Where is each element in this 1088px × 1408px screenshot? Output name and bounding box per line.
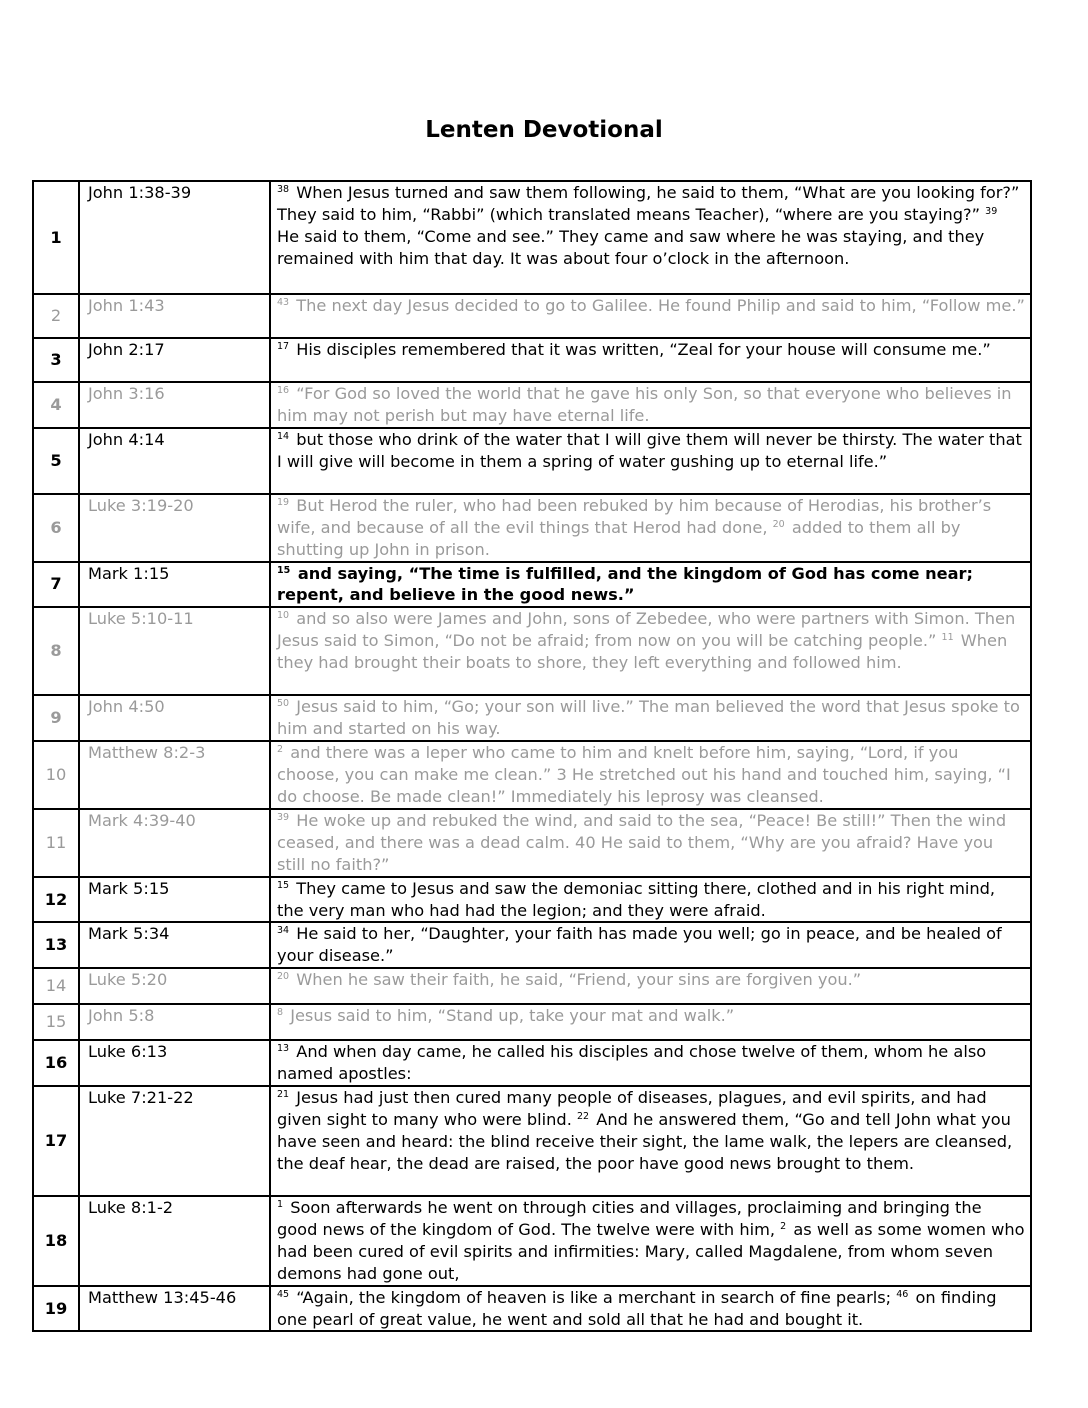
devotional-row xyxy=(33,1040,1031,1086)
devotional-row xyxy=(33,1086,1031,1196)
verse-text: When he saw their faith, he said, “Friend, your sins are forgiven you.” xyxy=(291,970,862,990)
scripture-text xyxy=(270,1286,1031,1332)
day-number: 2 xyxy=(33,294,79,338)
scripture-reference: Mark 5:15 xyxy=(79,877,270,923)
verse-number: 1 xyxy=(277,1199,284,1211)
scripture-reference: Luke 6:13 xyxy=(79,1040,270,1086)
verse-number: 17 xyxy=(277,341,290,352)
scripture-reference: Luke 5:20 xyxy=(79,968,270,1004)
day-number: 1 xyxy=(33,181,79,294)
verse-text: Jesus had just then cured many people of diseases, plagues, and evil spirits, and had given sight to many who were blind. xyxy=(277,1088,987,1129)
scripture-reference: John 4:50 xyxy=(79,695,270,741)
day-number: 6 xyxy=(33,494,79,562)
scripture-text xyxy=(270,877,1031,923)
scripture-reference: Matthew 8:2-3 xyxy=(79,741,270,809)
scripture-text xyxy=(270,181,1031,294)
scripture-text xyxy=(270,562,1031,608)
verse-number: 46 xyxy=(896,1288,909,1300)
verse-number: 16 xyxy=(277,385,290,396)
verse-text: He said to them, “Come and see.” They came and saw where he was staying, and they remained with him that day. It was about four o’clock in the afternoon. xyxy=(277,226,985,268)
devotional-table xyxy=(32,180,1032,1332)
verse-number: 11 xyxy=(941,632,954,644)
verse-number: 15 xyxy=(277,564,291,576)
verse-text: His disciples remembered that it was written, “Zeal for your house will consume me.” xyxy=(291,340,991,359)
day-number: 7 xyxy=(33,562,79,608)
verse-number: 8 xyxy=(277,1007,284,1019)
day-number: 9 xyxy=(33,695,79,741)
scripture-reference: John 3:16 xyxy=(79,382,270,428)
scripture-reference: Luke 7:21-22 xyxy=(79,1086,270,1196)
devotional-row xyxy=(33,338,1031,382)
devotional-row xyxy=(33,562,1031,608)
scripture-text xyxy=(270,695,1031,741)
scripture-text xyxy=(270,494,1031,562)
verse-number: 19 xyxy=(277,496,290,508)
verse-number: 45 xyxy=(277,1288,290,1300)
scripture-reference: John 4:14 xyxy=(79,428,270,494)
verse-text: He said to her, “Daughter, your faith has made you well; go in peace, and be healed of your disease.” xyxy=(277,924,1002,966)
verse-text: Jesus said to him, “Go; your son will live.” The man believed the word that Jesus spoke to him and started on his way. xyxy=(277,697,1020,739)
verse-text: and there was a leper who came to him and knelt before him, saying, “Lord, if you choose, you can make me clean.” 3 He stretched out his hand and touched him, saying, “I do choose. Be made clean!” Immediately his leprosy was cleansed. xyxy=(277,743,1011,806)
scripture-reference: John 1:43 xyxy=(79,294,270,338)
devotional-row xyxy=(33,809,1031,877)
verse-number: 15 xyxy=(277,879,290,891)
scripture-reference: Luke 3:19-20 xyxy=(79,494,270,562)
verse-text: But Herod the ruler, who had been rebuked by him because of Herodias, his brother’s wife, and because of all the evil things that Herod had done, xyxy=(277,495,992,537)
scripture-reference: Luke 8:1-2 xyxy=(79,1196,270,1286)
day-number: 19 xyxy=(33,1286,79,1332)
day-number: 5 xyxy=(33,428,79,494)
devotional-row xyxy=(33,922,1031,968)
devotional-row xyxy=(33,382,1031,428)
scripture-reference: Mark 4:39-40 xyxy=(79,809,270,877)
scripture-text xyxy=(270,1086,1031,1196)
verse-text: The next day Jesus decided to go to Galilee. He found Philip and said to him, “Follow me.” xyxy=(291,296,1025,315)
verse-text: He woke up and rebuked the wind, and said to the sea, “Peace! Be still!” Then the wind ceased, and there was a dead calm. 40 He said to them, “Why are you afraid? Have you still no faith?” xyxy=(277,810,1007,874)
day-number: 10 xyxy=(33,741,79,809)
scripture-reference: Matthew 13:45-46 xyxy=(79,1286,270,1332)
day-number: 3 xyxy=(33,338,79,382)
verse-number: 14 xyxy=(277,430,290,442)
day-number: 17 xyxy=(33,1086,79,1196)
devotional-row xyxy=(33,494,1031,562)
verse-text: and so also were James and John, sons of Zebedee, who were partners with Simon. Then Jesus said to Simon, “Do not be afraid; from now on you will be catching people.” xyxy=(277,609,1016,651)
day-number: 8 xyxy=(33,607,79,695)
verse-number: 20 xyxy=(772,518,785,530)
devotional-row xyxy=(33,1196,1031,1286)
scripture-reference: Mark 1:15 xyxy=(79,562,270,608)
scripture-text xyxy=(270,741,1031,809)
devotional-row xyxy=(33,1286,1031,1332)
devotional-row xyxy=(33,428,1031,494)
verse-text: Jesus said to him, “Stand up, take your mat and walk.” xyxy=(285,1006,735,1026)
verse-number: 39 xyxy=(277,811,290,823)
scripture-text xyxy=(270,607,1031,695)
day-number: 4 xyxy=(33,382,79,428)
scripture-text xyxy=(270,1004,1031,1040)
day-number: 13 xyxy=(33,922,79,968)
scripture-text xyxy=(270,968,1031,1004)
day-number: 15 xyxy=(33,1004,79,1040)
devotional-row xyxy=(33,181,1031,294)
scripture-reference: John 1:38-39 xyxy=(79,181,270,294)
scripture-text xyxy=(270,294,1031,338)
devotional-row xyxy=(33,877,1031,923)
scripture-reference: John 2:17 xyxy=(79,338,270,382)
verse-text: and saying, “The time is fulfilled, and the kingdom of God has come near; repent, and believe in the good news.” xyxy=(277,563,973,605)
scripture-reference: Luke 5:10-11 xyxy=(79,607,270,695)
day-number: 16 xyxy=(33,1040,79,1086)
scripture-text xyxy=(270,809,1031,877)
verse-text: “Again, the kingdom of heaven is like a merchant in search of fine pearls; xyxy=(291,1287,897,1307)
verse-number: 22 xyxy=(577,1110,590,1122)
verse-number: 38 xyxy=(277,184,290,195)
verse-text: added to them all by shutting up John in prison. xyxy=(277,517,961,559)
scripture-text xyxy=(270,1040,1031,1086)
verse-number: 10 xyxy=(277,610,290,622)
scripture-reference: John 5:8 xyxy=(79,1004,270,1040)
verse-text: but those who drink of the water that I will give them will never be thirsty. The water that I will give will become in them a spring of water gushing up to eternal life.” xyxy=(277,429,1022,471)
day-number: 14 xyxy=(33,968,79,1004)
devotional-rows xyxy=(33,181,1031,1331)
verse-text: And he answered them, “Go and tell John what you have seen and heard: the blind receive their sight, the lame walk, the lepers are cleansed, the deaf hear, the dead are raised, the poor have good news brought to them. xyxy=(277,1109,1013,1173)
devotional-row xyxy=(33,695,1031,741)
verse-number: 2 xyxy=(277,744,284,756)
verse-number: 34 xyxy=(277,925,290,937)
devotional-row xyxy=(33,607,1031,695)
verse-number: 43 xyxy=(277,297,290,308)
verse-number: 13 xyxy=(277,1043,290,1055)
verse-text: Soon afterwards he went on through cities and villages, proclaiming and bringing the good news of the kingdom of God. The twelve were with him, xyxy=(277,1198,982,1239)
verse-text: When they had brought their boats to shore, they left everything and followed him. xyxy=(277,631,1008,673)
verse-number: 21 xyxy=(277,1089,290,1101)
verse-number: 39 xyxy=(985,205,998,217)
day-number: 11 xyxy=(33,809,79,877)
devotional-row xyxy=(33,968,1031,1004)
verse-text: When Jesus turned and saw them following, he said to them, “What are you looking for?” They said to him, “Rabbi” (which translated means Teacher), “where are you staying?” xyxy=(277,183,1020,224)
verse-text: “For God so loved the world that he gave his only Son, so that everyone who believes in him may not perish but may have eternal life. xyxy=(277,384,1012,425)
verse-number: 20 xyxy=(277,971,290,983)
verse-text: on finding one pearl of great value, he went and sold all that he had and bought it. xyxy=(277,1287,997,1329)
verse-text: as well as some women who had been cured of evil spirits and infirmities: Mary, called Magdalene, from whom seven demons had gone out, xyxy=(277,1219,1025,1283)
scripture-reference: Mark 5:34 xyxy=(79,922,270,968)
verse-text: They came to Jesus and saw the demoniac sitting there, clothed and in his right mind, the very man who had had the legion; and they were afraid. xyxy=(277,878,996,920)
devotional-row xyxy=(33,294,1031,338)
scripture-text xyxy=(270,428,1031,494)
page-title: Lenten Devotional xyxy=(425,117,663,144)
verse-number: 2 xyxy=(780,1220,787,1232)
devotional-row xyxy=(33,741,1031,809)
day-number: 18 xyxy=(33,1196,79,1286)
day-number: 12 xyxy=(33,877,79,923)
scripture-text xyxy=(270,338,1031,382)
verse-text: And when day came, he called his disciples and chose twelve of them, whom he also named apostles: xyxy=(277,1042,987,1084)
verse-number: 50 xyxy=(277,698,290,710)
scripture-text xyxy=(270,922,1031,968)
scripture-text xyxy=(270,1196,1031,1286)
devotional-row xyxy=(33,1004,1031,1040)
scripture-text xyxy=(270,382,1031,428)
